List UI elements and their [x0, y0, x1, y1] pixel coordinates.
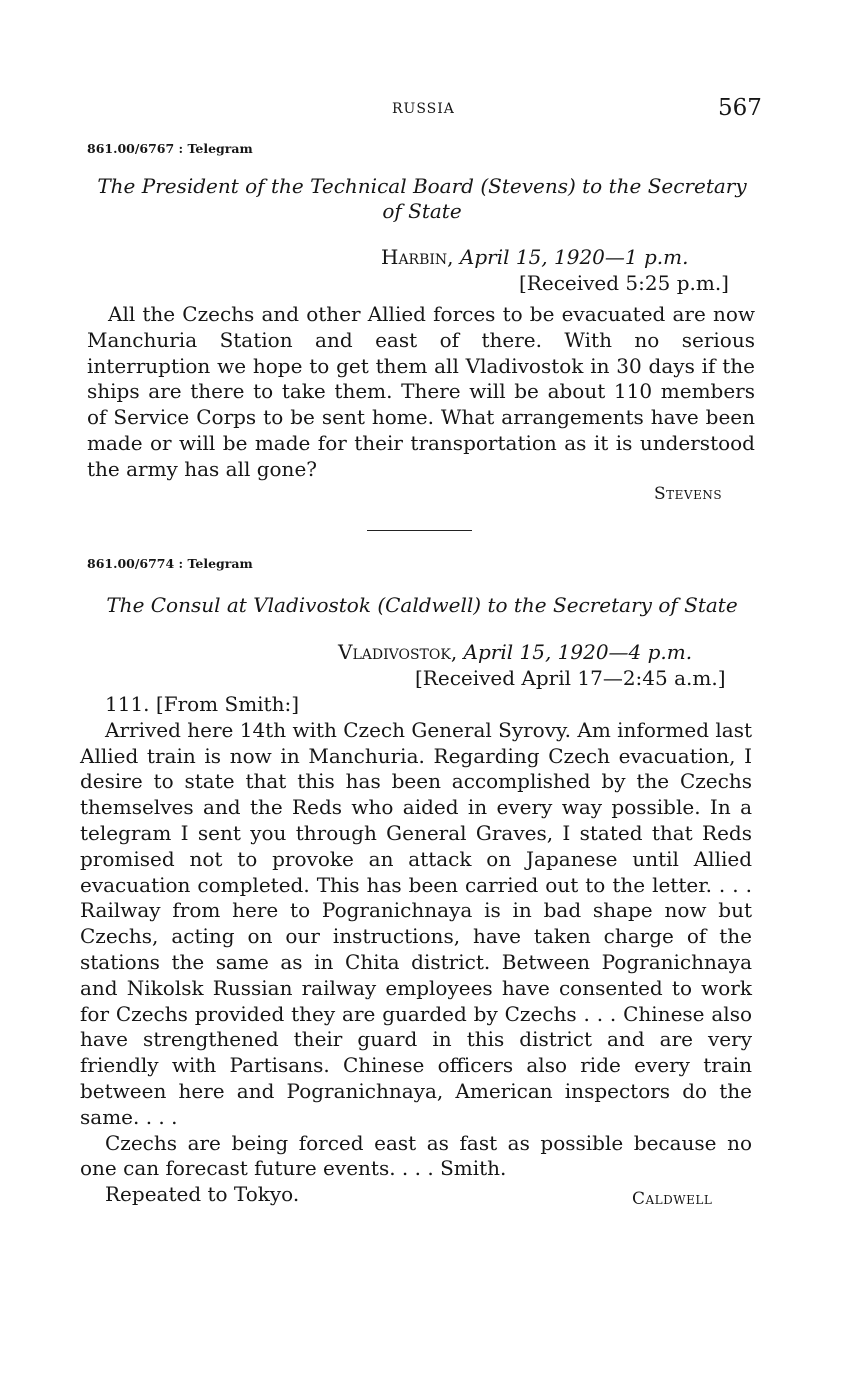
telegram-paragraph: Repeated to Tokyo. [105, 1182, 300, 1207]
page-number: 567 [718, 95, 762, 121]
dateline-1 [381, 245, 688, 269]
telegram-paragraph: Arrived here 14th with Czech General Syrovy. Am informed last Allied train is now in Manchuria. Regarding Czech evacuation, I desire to state that this has been accomplished by the Czechs themselves and the Reds who aided in every way possible. In a telegram I sent you through General Graves, I stated that Reds promised not to provoke an attack on Japanese until Allied evacuation completed. This has been carried out to the letter. . . . Railway from here to Pogranichnaya is in bad shape now but Czechs, acting on our instructions, have taken charge of the stations the same as in Chita district. Between Pogranichnaya and Nikolsk Russian railway employees have consented to work for Czechs provided they are guarded by Czechs . . . Chinese also have strengthened their guard in this district and are very friendly with Partisans. Chinese officers also ride every train between here and Pogranichnaya, American inspectors do the same. . . . [80, 717, 753, 1129]
signature-1: Stevens [654, 484, 723, 504]
telegram-paragraph: Czechs are being forced east as fast as possible because no one can forecast future events. . . . Smith. [80, 1130, 752, 1181]
telegram-body-1: All the Czechs and other Allied forces to be evacuated are now Manchuria Station and east of there. With no serious interruption we hope to get them all Vladivostok in 30 days if the ships are there to take them. There will be about 110 members of Service Corps to be sent home. What arrangements have been made or will be made for their transportation as it is understood the army has all gone? [87, 302, 755, 481]
signature-2: Caldwell [632, 1189, 713, 1209]
received-note-1: [Received 5:25 p.m.] [519, 271, 729, 295]
dateline-place-1: Harbin, [381, 245, 454, 269]
dateline-date-2: April 15, 1920—4 p.m. [463, 640, 693, 664]
telegram-paragraph: 111. [From Smith:] [105, 692, 300, 716]
running-head: RUSSIA [392, 101, 455, 117]
section-divider [367, 530, 472, 531]
telegram-body-2 [80, 692, 752, 1208]
document-heading-1: The President of the Technical Board (Stevens) to the Secretary of State [97, 174, 747, 223]
dateline-date-1: April 15, 1920—1 p.m. [459, 245, 689, 269]
document-heading-2: The Consul at Vladivostok (Caldwell) to the Secretary of State [106, 593, 738, 617]
dateline-place-2: Vladivostok, [338, 640, 458, 664]
dateline-2 [338, 640, 692, 664]
file-reference-2: 861.00/6774 : Telegram [87, 556, 253, 571]
received-note-2: [Received April 17—2:45 a.m.] [415, 666, 726, 690]
file-reference-1: 861.00/6767 : Telegram [87, 141, 253, 156]
